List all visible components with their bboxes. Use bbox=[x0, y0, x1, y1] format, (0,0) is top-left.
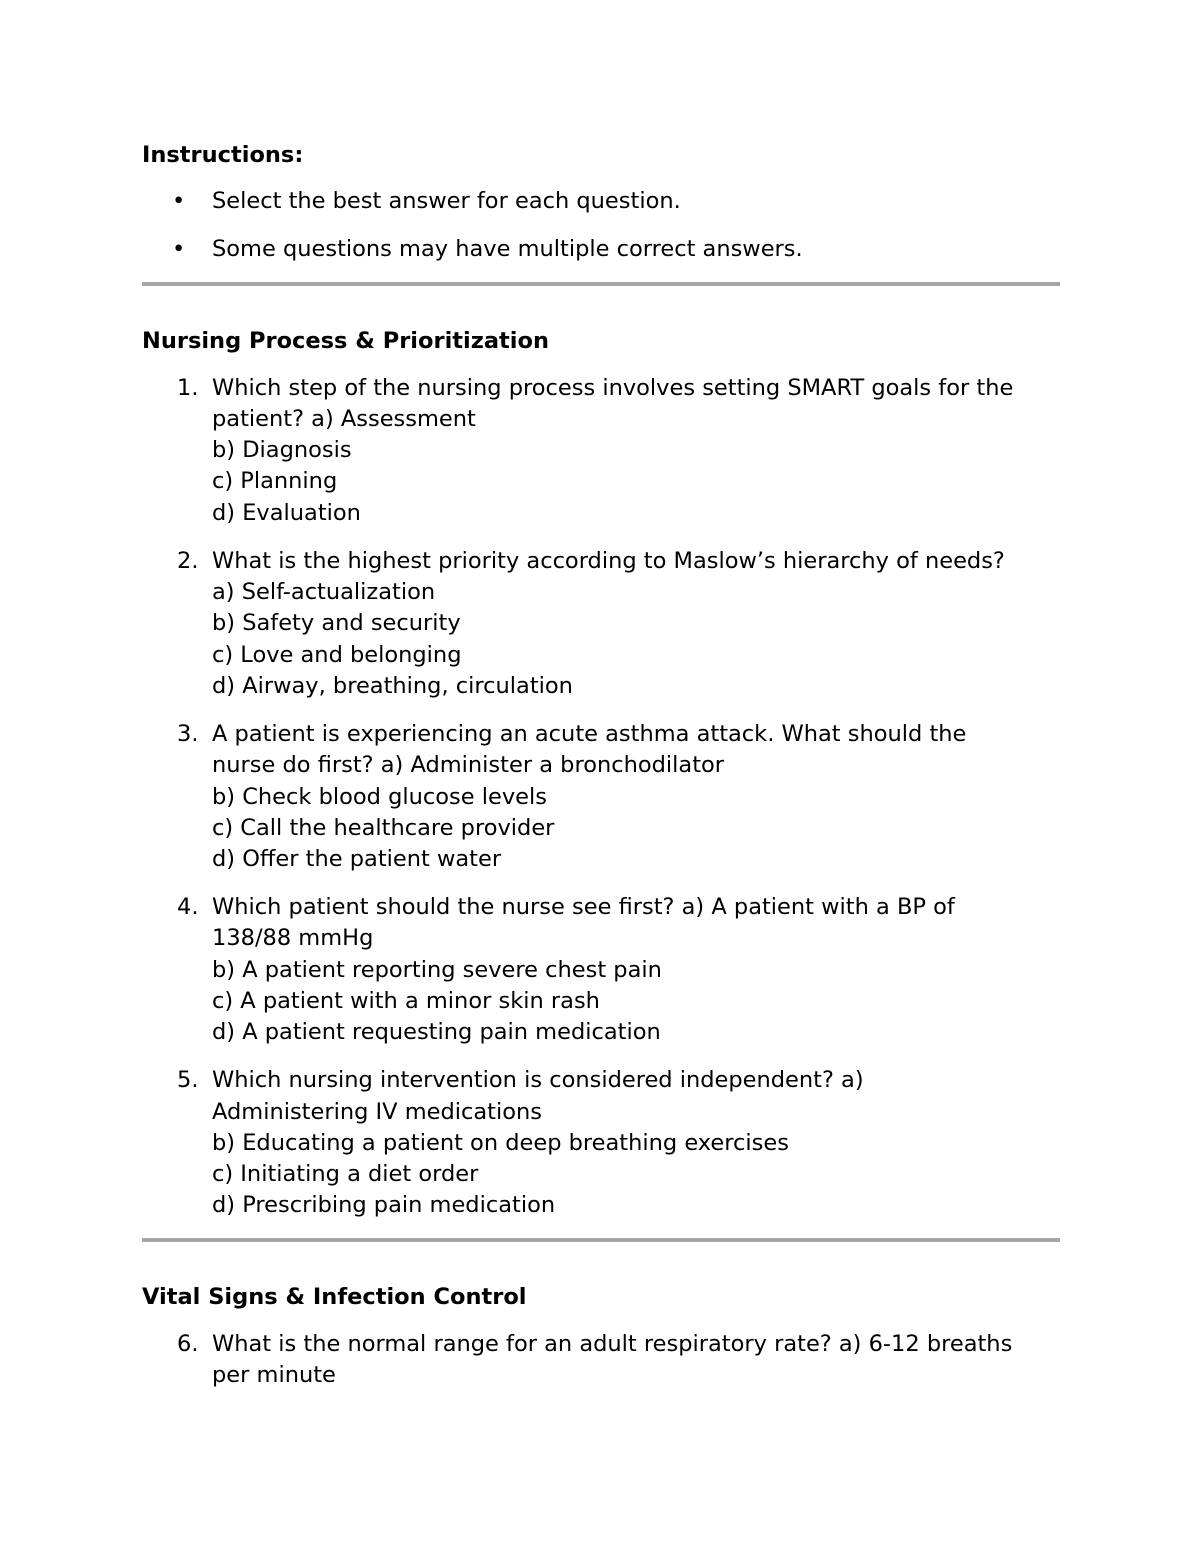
question-item bbox=[142, 892, 1060, 1048]
question-text: per minute bbox=[212, 1362, 336, 1389]
question-list bbox=[142, 373, 1060, 1222]
answer-option: d) A patient requesting pain medication bbox=[212, 1019, 661, 1046]
answer-option: b) A patient reporting severe chest pain bbox=[212, 956, 662, 983]
instruction-text: Select the best answer for each question. bbox=[212, 188, 681, 215]
answer-option: c) A patient with a minor skin rash bbox=[212, 987, 600, 1014]
answer-option: b) Diagnosis bbox=[212, 437, 352, 464]
section-heading: Vital Signs & Infection Control bbox=[142, 1284, 527, 1311]
question-number: 1. bbox=[177, 374, 199, 401]
instruction-item bbox=[142, 186, 1060, 217]
question-item bbox=[142, 373, 1060, 529]
question-text: Which nursing intervention is considered independent? a) bbox=[212, 1067, 864, 1094]
question-number: 4. bbox=[177, 894, 199, 921]
question-text: A patient is experiencing an acute asthma attack. What should the bbox=[212, 720, 967, 747]
section-heading: Nursing Process & Prioritization bbox=[142, 328, 549, 355]
answer-option: b) Check blood glucose levels bbox=[212, 783, 547, 810]
answer-option: d) Evaluation bbox=[212, 499, 361, 526]
section-divider bbox=[142, 1238, 1060, 1242]
question-item bbox=[142, 719, 1060, 875]
question-number: 5. bbox=[177, 1067, 199, 1094]
question-number: 6. bbox=[177, 1330, 199, 1357]
question-item bbox=[142, 1065, 1060, 1221]
question-text: nurse do first? a) Administer a bronchodilator bbox=[212, 752, 725, 779]
answer-option: d) Prescribing pain medication bbox=[212, 1192, 556, 1219]
instructions-list bbox=[142, 186, 1060, 265]
question-text: What is the highest priority according to Maslow’s hierarchy of needs? bbox=[212, 547, 1005, 574]
question-list bbox=[142, 1329, 1060, 1392]
instruction-item bbox=[142, 234, 1060, 265]
document-page bbox=[142, 140, 1060, 1408]
answer-option: c) Initiating a diet order bbox=[212, 1161, 479, 1188]
answer-option: d) Offer the patient water bbox=[212, 846, 502, 873]
bullet-icon: • bbox=[172, 188, 186, 215]
question-text: 138/88 mmHg bbox=[212, 925, 374, 952]
answer-option: c) Planning bbox=[212, 468, 338, 495]
question-text: Administering IV medications bbox=[212, 1098, 542, 1125]
question-item bbox=[142, 1329, 1060, 1392]
section-divider bbox=[142, 282, 1060, 286]
answer-option: b) Safety and security bbox=[212, 610, 461, 637]
answer-option: c) Love and belonging bbox=[212, 641, 462, 668]
question-text: Which step of the nursing process involves setting SMART goals for the bbox=[212, 374, 1014, 401]
question-text: patient? a) Assessment bbox=[212, 405, 476, 432]
bullet-icon: • bbox=[172, 236, 186, 263]
instructions-heading: Instructions: bbox=[142, 142, 304, 168]
answer-option: d) Airway, breathing, circulation bbox=[212, 672, 573, 699]
question-number: 2. bbox=[177, 547, 199, 574]
instruction-text: Some questions may have multiple correct answers. bbox=[212, 236, 803, 263]
question-text: What is the normal range for an adult respiratory rate? a) 6-12 breaths bbox=[212, 1330, 1013, 1357]
answer-option: c) Call the healthcare provider bbox=[212, 814, 555, 841]
question-text: Which patient should the nurse see first? a) A patient with a BP of bbox=[212, 894, 955, 921]
answer-option: a) Self-actualization bbox=[212, 579, 436, 606]
answer-option: b) Educating a patient on deep breathing exercises bbox=[212, 1129, 789, 1156]
question-number: 3. bbox=[177, 720, 199, 747]
question-item bbox=[142, 546, 1060, 702]
